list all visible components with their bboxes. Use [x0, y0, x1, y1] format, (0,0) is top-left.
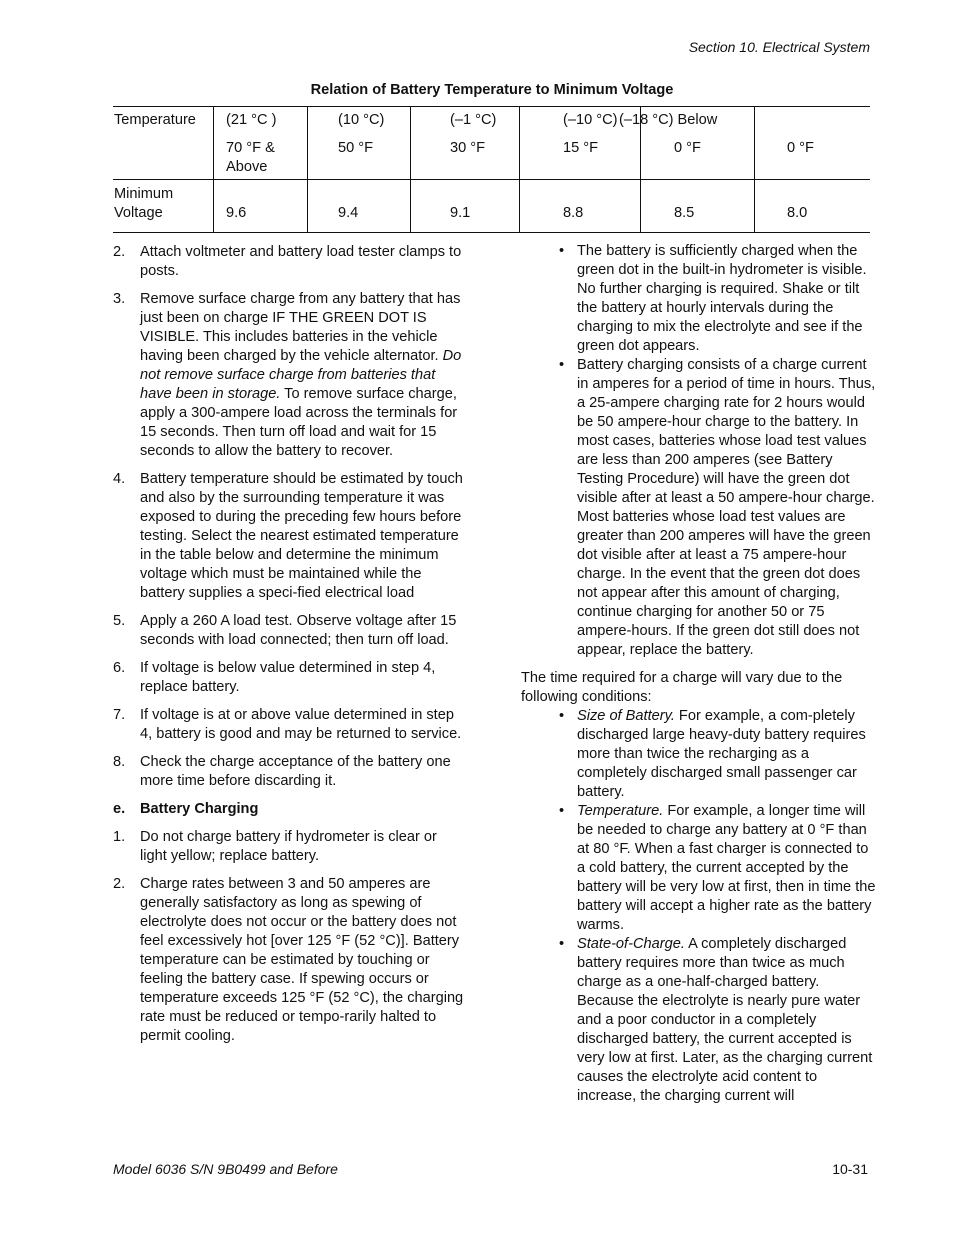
bullet-item: • The battery is sufficiently charged when the green dot in the built-in hydrometer is visible. No further charging is required. Shake or tilt the battery at hourly intervals during the charging to mix the electrolyte and see if the green dot appears.: [559, 243, 867, 354]
condition-item: • Temperature. For example, a longer time will be needed to charge any battery at 0 °F than at 80 °F. When a fast charger is connected to a cold battery, the current accepted by the battery will be very low at first, then in time the battery will accept a higher rate as the battery warms.: [559, 803, 876, 933]
bullet-marker: •: [559, 708, 565, 724]
table-column-divider: [213, 107, 214, 232]
right-column: [521, 242, 876, 1106]
voltage-row-label: Minimum Voltage: [114, 186, 174, 221]
fahrenheit-cell: 0 °F: [674, 140, 701, 156]
subsection-heading: e. Battery Charging: [113, 801, 259, 817]
table-column-divider: [519, 107, 520, 232]
bullet-item: • Battery charging consists of a charge current in amperes for a period of time in hours. Thus, a 25-ampere charging rate for 2 hours would be 50 ampere-hour charge to the battery. In most cases, batteries whose load test values are less than 200 amperes (see Battery Testing Procedure) will have the green dot visible after at least a 50 ampere-hour charge. Most batteries whose load test values are greater than 200 amperes will have the green dot visible after at least a 75 ampere-hour charge. In the event that the green dot does not appear after this amount of charging, continue charging for another 50 or 75 ampere-hours. If the green dot still does not appear, replace the battery.: [559, 357, 876, 658]
fahrenheit-cell: 70 °F & Above: [226, 140, 275, 175]
step-2: 2. Attach voltmeter and battery load tester clamps to posts.: [113, 244, 462, 279]
table-column-divider: [754, 107, 755, 232]
voltage-table: [113, 106, 870, 233]
bullet-marker: •: [559, 936, 565, 952]
temperature-row-label: Temperature: [114, 112, 196, 128]
table-column-divider: [410, 107, 411, 232]
step-5: 5. Apply a 260 A load test. Observe voltage after 15 seconds with load connected; then turn off load.: [113, 613, 457, 648]
voltage-cell: 9.4: [338, 205, 359, 221]
celsius-cell: (–1 °C): [450, 112, 497, 128]
fahrenheit-cell: 15 °F: [563, 140, 599, 156]
voltage-cell: 9.6: [226, 205, 247, 221]
celsius-cell: (–10 °C): [563, 112, 618, 128]
step-8: 8. Check the charge acceptance of the battery one more time before discarding it.: [113, 754, 451, 789]
left-column: [113, 243, 465, 1055]
condition-item: • Size of Battery. For example, a com-pletely discharged large heavy-duty battery requires more than twice the recharging as a completely discharged small passenger car battery.: [559, 708, 866, 800]
step-4: 4. Battery temperature should be estimated by touch and also by the surrounding temperature it was exposed to during the preceding few hours before testing. Select the nearest estimated temperature in the table below and determine the minimum voltage which must be maintained while the battery supplies a speci-fied electrical load: [113, 471, 463, 601]
running-header: Section 10. Electrical System: [688, 39, 870, 55]
page-number: 10-31: [832, 1161, 868, 1177]
conditions-intro: The time required for a charge will vary due to the following conditions:: [521, 670, 843, 705]
charging-step-1: 1. Do not charge battery if hydrometer is clear or light yellow; replace battery.: [113, 829, 437, 864]
bullet-marker: •: [559, 357, 565, 373]
voltage-cell: 8.8: [563, 205, 584, 221]
voltage-cell: 9.1: [450, 205, 471, 221]
table-column-divider: [307, 107, 308, 232]
fahrenheit-cell: 0 °F: [787, 140, 814, 156]
bullet-marker: •: [559, 803, 565, 819]
fahrenheit-cell: 50 °F: [338, 140, 374, 156]
table-title: Relation of Battery Temperature to Minimum Voltage: [310, 82, 674, 98]
charging-step-2: 2. Charge rates between 3 and 50 amperes are generally satisfactory as long as spewing of electrolyte does not occur or the battery does not feel excessively hot [over 125 °F (52 °C)]. Battery temperature can be estimated by touching or feeling the battery case. If spewing occurs or temperature exceeds 125 °F (52 °C), the charging rate must be reduced or tempo-rarily halted to permit cooling.: [113, 876, 464, 1044]
footer-model: Model 6036 S/N 9B0499 and Before: [113, 1161, 338, 1177]
fahrenheit-cell: 30 °F: [450, 140, 486, 156]
table-row-divider: [113, 179, 870, 180]
condition-item: • State-of-Charge. A completely discharged battery requires more than twice as much charge as a one-half-charged battery. Because the electrolyte is nearly pure water and a poor conductor in a completely discharged battery, the current accepted is very low at first. Later, as the charging current causes the electrolyte acid content to increase, the charging current will: [559, 936, 873, 1104]
voltage-cell: 8.5: [674, 205, 695, 221]
step-6: 6. If voltage is below value determined in step 4, replace battery.: [113, 660, 436, 695]
celsius-cell: (10 °C): [338, 112, 385, 128]
celsius-cell: (21 °C ): [226, 112, 277, 128]
step-3: 3. Remove surface charge from any battery that has just been on charge IF THE GREEN DOT IS VISIBLE. This includes batteries in the vehicle having been charged by the vehicle alternator. Do not remove surface charge from batteries that have been in storage. To remove surface charge, apply a 300-ampere load across the terminals for 15 seconds. Then turn off load and wait for 15 seconds to allow the battery to recover.: [113, 291, 462, 459]
voltage-cell: 8.0: [787, 205, 808, 221]
bullet-marker: •: [559, 243, 565, 259]
celsius-cell: (–18 °C) Below: [619, 112, 718, 128]
step-7: 7. If voltage is at or above value determined in step 4, battery is good and may be returned to service.: [113, 707, 462, 742]
